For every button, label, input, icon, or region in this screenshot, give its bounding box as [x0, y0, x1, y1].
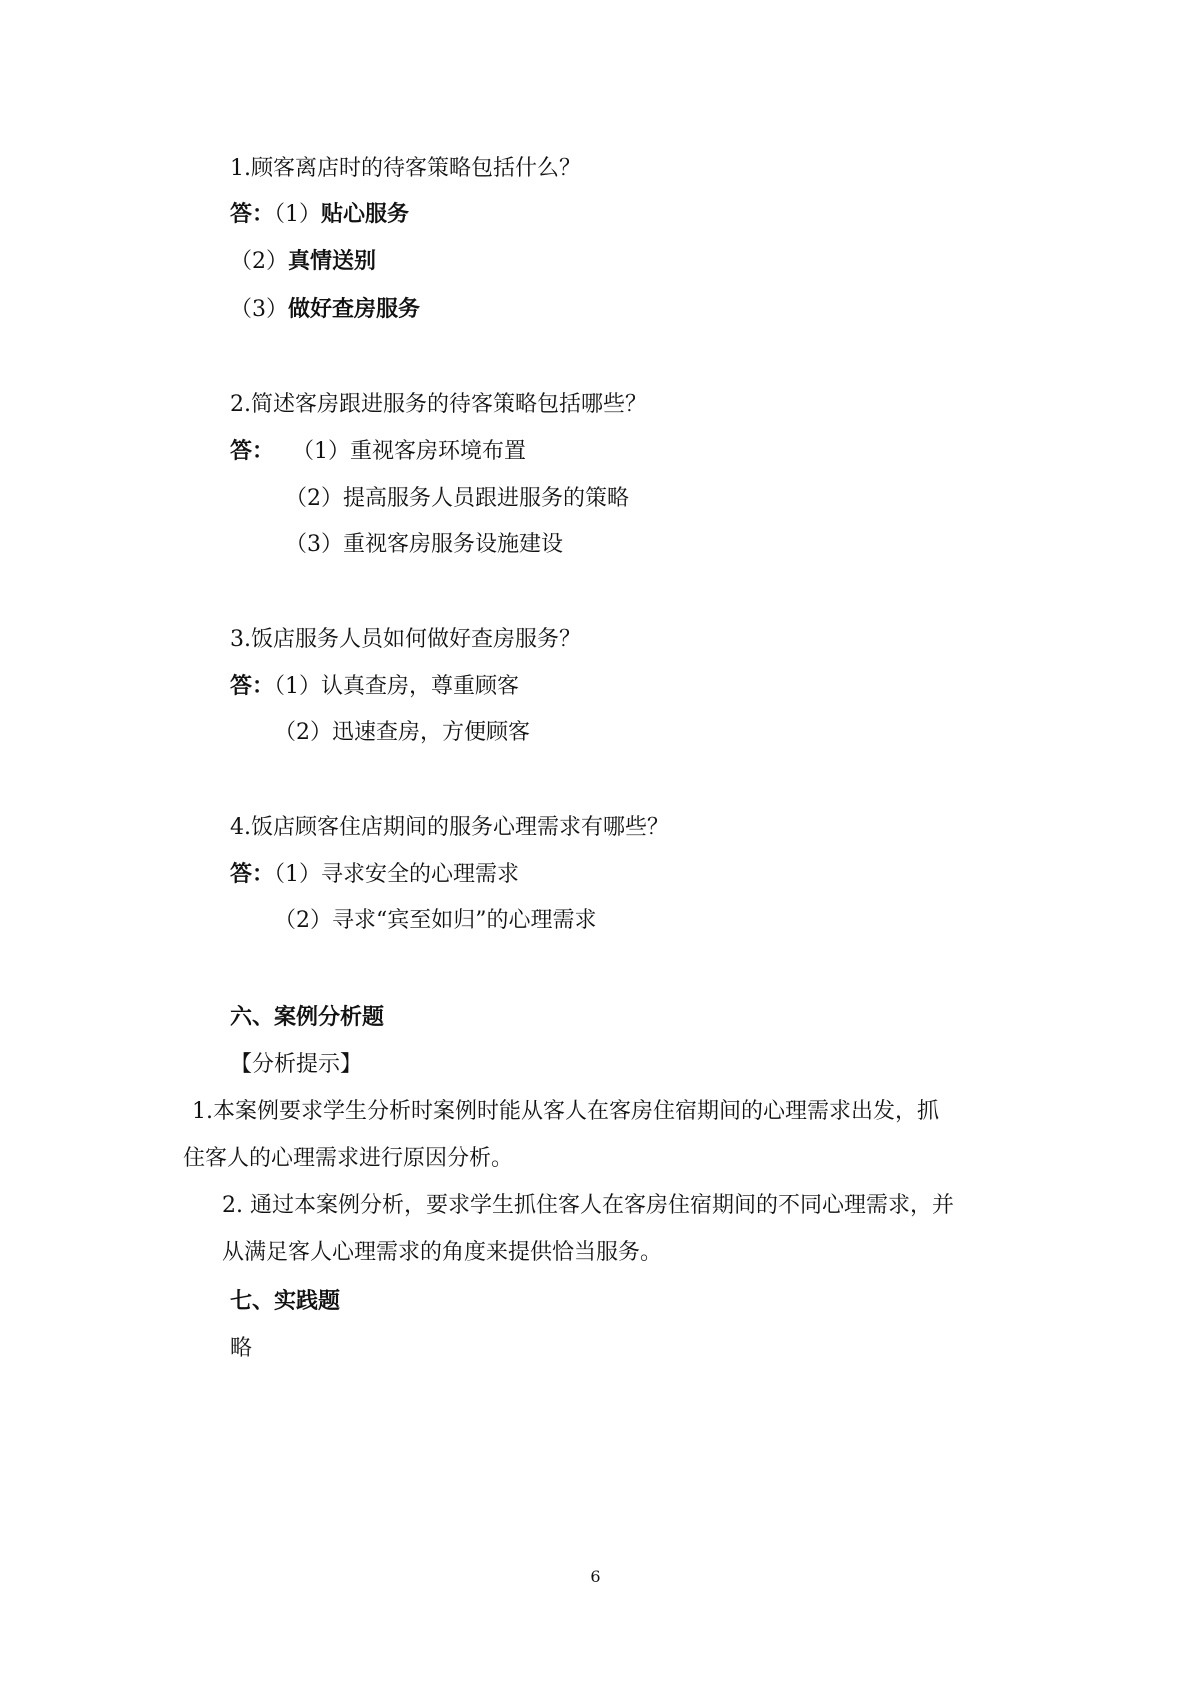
q1-answer-item-2	[230, 247, 376, 277]
question-3: 3.饭店服务人员如何做好查房服务？	[230, 627, 581, 652]
answer-label: 答：	[230, 202, 275, 227]
question-1: 1.顾客离店时的待客策略包括什么？	[230, 156, 581, 181]
question-4: 4.饭店顾客住店期间的服务心理需求有哪些？	[230, 815, 669, 840]
q3-answer-item-1	[230, 672, 519, 702]
item-text: 真情送别	[288, 249, 377, 274]
item-prefix: （2）	[230, 249, 288, 274]
page-number: 6	[590, 1567, 601, 1586]
q4-answer-item-2: （2）寻求“宾至如归”的心理需求	[274, 908, 597, 933]
answer-label: 答：	[230, 862, 275, 887]
item-prefix: （1）	[274, 202, 322, 227]
q4-answer-item-1	[230, 860, 519, 890]
item-text: （1）认真查房，尊重顾客	[274, 674, 520, 699]
item-text: 贴心服务	[321, 202, 410, 227]
section-7-heading: 七、实践题	[230, 1289, 341, 1314]
analysis-paragraph-1-line-2: 住客人的心理需求进行原因分析。	[183, 1146, 514, 1171]
item-prefix: （3）	[230, 297, 288, 322]
q2-answer-item-1: （1）重视客房环境布置	[292, 439, 526, 464]
q2-answer-label: 答：	[230, 439, 275, 464]
section-6-heading: 六、案例分析题	[230, 1005, 385, 1030]
analysis-paragraph-2-line-2: 从满足客人心理需求的角度来提供恰当服务。	[222, 1240, 663, 1265]
question-2: 2.简述客房跟进服务的待客策略包括哪些？	[230, 392, 647, 417]
q1-answer-item-3	[230, 295, 420, 325]
q1-answer-item-1	[230, 200, 409, 230]
q2-answer-item-3: （3）重视客房服务设施建设	[285, 532, 563, 557]
item-text: 做好查房服务	[288, 297, 421, 322]
q3-answer-item-2: （2）迅速查房，方便顾客	[274, 720, 530, 745]
answer-label: 答：	[230, 674, 275, 699]
analysis-paragraph-2-line-1: 2. 通过本案例分析，要求学生抓住客人在客房住宿期间的不同心理需求，并	[222, 1193, 954, 1218]
item-text: （1）寻求安全的心理需求	[274, 862, 520, 887]
q2-answer-item-2: （2）提高服务人员跟进服务的策略	[285, 486, 629, 511]
analysis-paragraph-1-line-1: 1.本案例要求学生分析时案例时能从客人在客房住宿期间的心理需求出发，抓	[192, 1099, 939, 1124]
analysis-hint-label: 【分析提示】	[230, 1052, 363, 1077]
section-7-body: 略	[230, 1336, 253, 1361]
